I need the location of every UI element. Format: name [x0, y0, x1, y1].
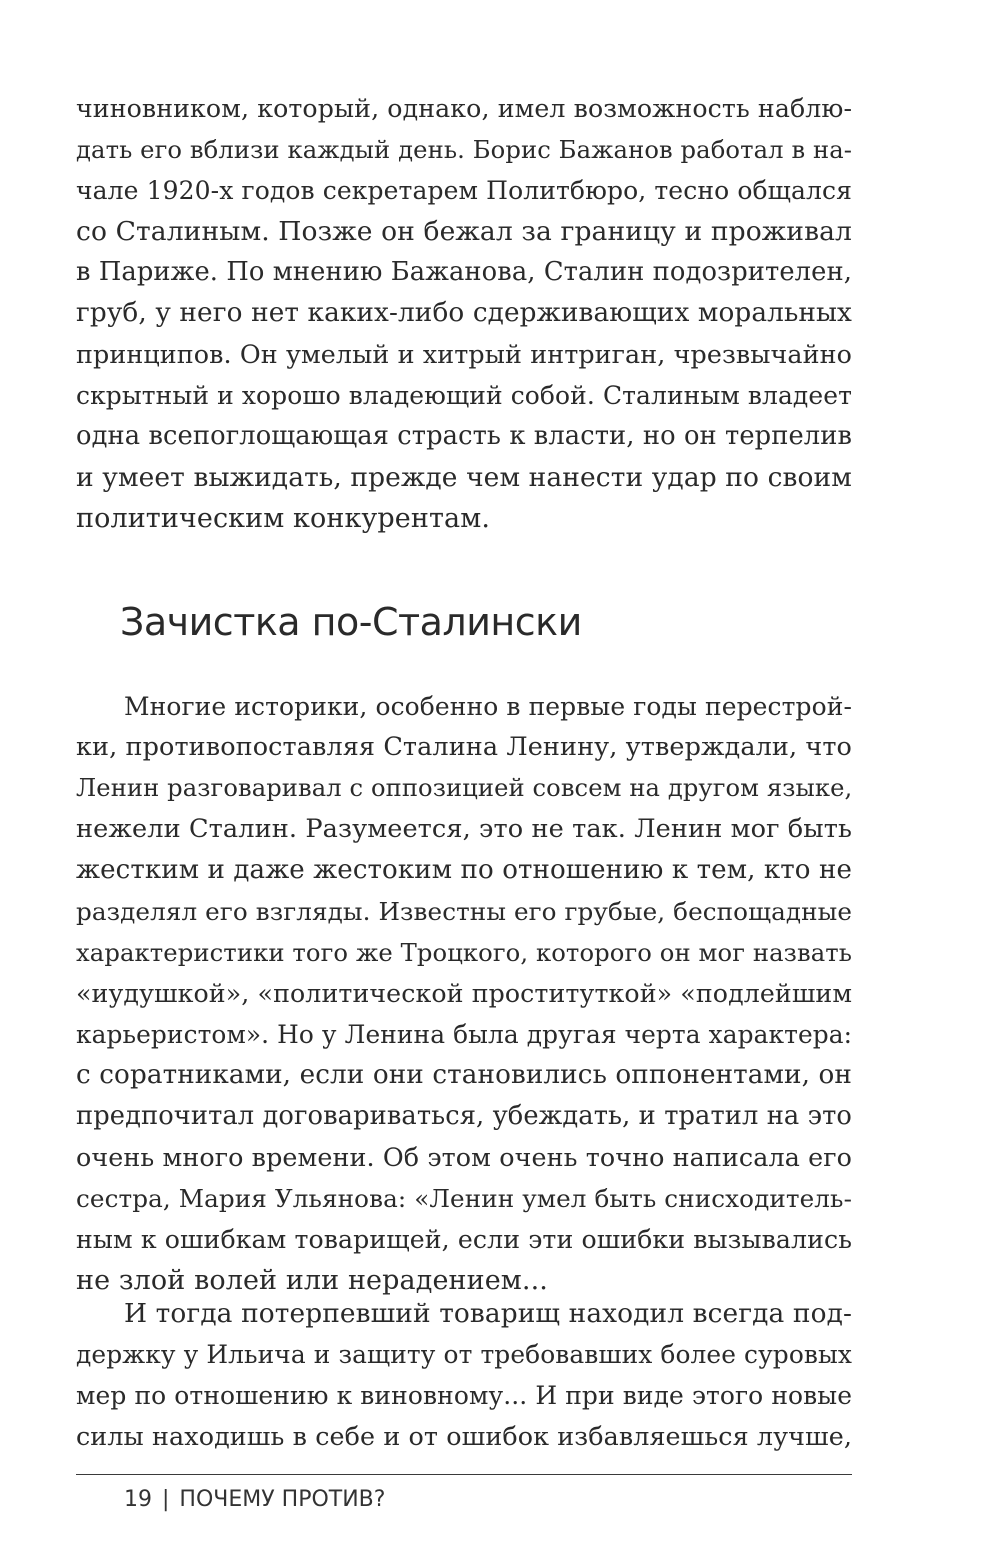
- text-line: карьеристом». Но у Ленина была другая черта характера:: [76, 1020, 853, 1049]
- text-line: И тогда потерпевший товарищ находил всегда под-: [124, 1298, 852, 1329]
- text-line: с соратниками, если они становились оппонентами, он: [76, 1060, 852, 1090]
- text-line: со Сталиным. Позже он бежал за границу и проживал: [76, 216, 852, 247]
- text-line: «иудушкой», «политической проституткой» «подлейшим: [76, 979, 853, 1008]
- section-heading: Зачистка по-Сталински: [120, 600, 582, 644]
- text-line: жестким и даже жестоким по отношению к тем, кто не: [76, 855, 852, 885]
- text-line: груб, у него нет каких-либо сдерживающих моральных: [76, 298, 852, 328]
- text-line: ным к ошибкам товарищей, если эти ошибки вызывались: [76, 1225, 853, 1254]
- footer-separator: |: [162, 1487, 170, 1512]
- paragraph-1: [76, 88, 852, 539]
- text-line: силы находишь в себе и от ошибок избавляешься лучше,: [76, 1421, 852, 1451]
- text-line: разделял его взгляды. Известны его грубые, беспощадные: [76, 897, 852, 926]
- text-line: и умеет выжидать, прежде чем нанести удар по своим: [76, 462, 852, 493]
- text-line: очень много времени. Об этом очень точно написала его: [76, 1142, 852, 1172]
- text-line: Многие историки, особенно в первые годы перестрой-: [124, 692, 852, 721]
- text-line: принципов. Он умелый и хитрый интриган, чрезвычайно: [76, 339, 852, 369]
- text-line: чале 1920-х годов секретарем Политбюро, тесно общался: [76, 176, 852, 205]
- page-number: 19: [124, 1487, 152, 1512]
- text-line: предпочитал договариваться, убеждать, и тратил на это: [76, 1101, 852, 1131]
- text-line: политическим конкурентам.: [76, 503, 490, 534]
- running-title: ПОЧЕМУ ПРОТИВ?: [179, 1487, 386, 1512]
- text-line: не злой волей или нерадением...: [76, 1265, 548, 1296]
- paragraph-2: [76, 686, 852, 1301]
- text-line: мер по отношению к виновному... И при виде этого новые: [76, 1381, 853, 1410]
- text-line: сестра, Мария Ульянова: «Ленин умел быть снисходитель-: [76, 1184, 852, 1213]
- text-line: ки, противопоставляя Сталина Ленину, утверждали, что: [76, 732, 852, 762]
- text-line: нежели Сталин. Разумеется, это не так. Ленин мог быть: [76, 814, 853, 844]
- text-line: скрытный и хорошо владеющий собой. Сталиным владеет: [76, 381, 852, 410]
- footer-divider: [76, 1474, 852, 1475]
- text-line: держку у Ильича и защиту от требовавших более суровых: [76, 1340, 852, 1369]
- text-line: чиновником, который, однако, имел возможность наблю-: [76, 94, 853, 123]
- text-line: дать его вблизи каждый день. Борис Бажанов работал в на-: [76, 135, 853, 164]
- paragraph-3: [76, 1293, 852, 1457]
- text-line: характеристики того же Троцкого, которого он мог назвать: [76, 938, 853, 967]
- page-footer: [124, 1487, 385, 1512]
- text-line: в Париже. По мнению Бажанова, Сталин подозрителен,: [76, 257, 852, 287]
- text-line: Ленин разговаривал с оппозицией совсем на другом языке,: [76, 774, 853, 802]
- text-line: одна всепоглощающая страсть к власти, но он терпелив: [76, 421, 853, 451]
